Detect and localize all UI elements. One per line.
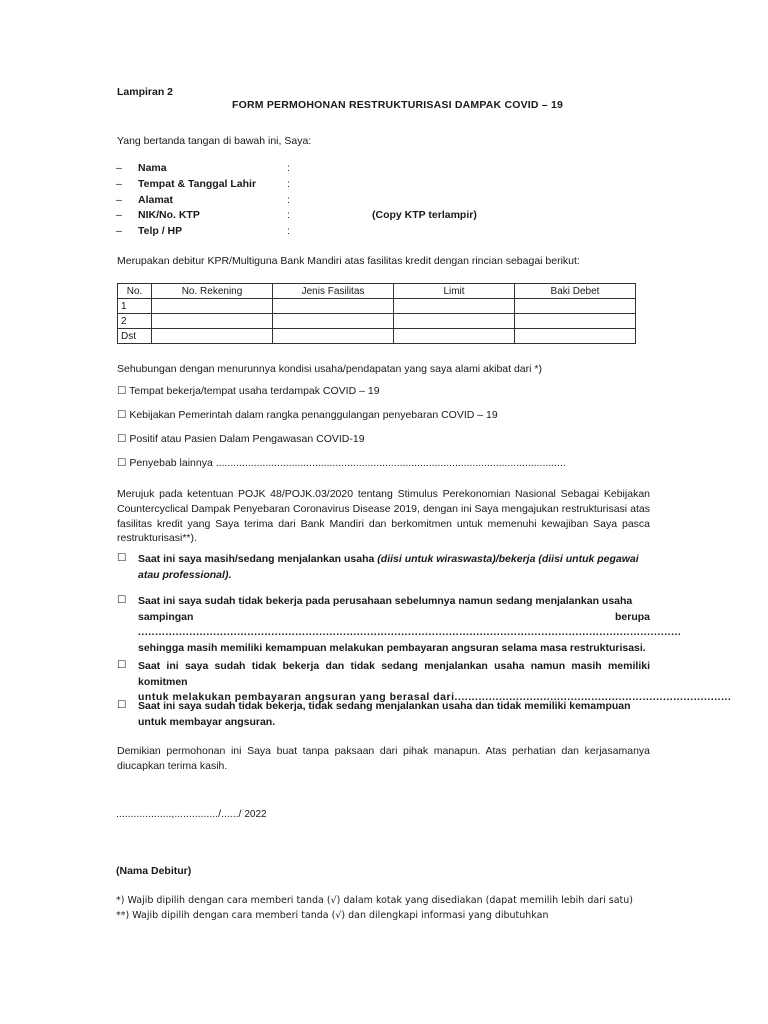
reason-item xyxy=(117,457,566,469)
option-2-berupa: berupa xyxy=(614,610,650,623)
footnote-1: *) Wajib dipilih dengan cara memberi tanda (√) dalam kotak yang disediakan (dapat memilih lebih dari satu) xyxy=(116,895,633,906)
cell xyxy=(273,299,394,314)
table-header-row xyxy=(118,284,636,299)
option-1-end: . xyxy=(228,568,232,581)
cell xyxy=(273,329,394,344)
cell xyxy=(152,314,273,329)
field-colon: : xyxy=(287,178,290,190)
reason-item xyxy=(117,385,380,397)
cell xyxy=(515,329,636,344)
date-dots[interactable]: ...................,.............../....../ xyxy=(116,808,242,820)
header-no: No. xyxy=(118,284,152,299)
field-dash: – xyxy=(116,194,122,206)
signature-name: (Nama Debitur) xyxy=(116,865,192,877)
cell xyxy=(515,299,636,314)
header-baki-debet: Baki Debet xyxy=(515,284,636,299)
option-2-line-1: Saat ini saya sudah tidak bekerja pada perusahaan sebelumnya namun sedang menjalankan usaha xyxy=(138,595,633,607)
reason-intro: Sehubungan dengan menurunnya kondisi usaha/pendapatan yang saya alami akibat dari *) xyxy=(117,363,542,375)
option-1 xyxy=(138,552,650,583)
field-colon: : xyxy=(287,194,290,206)
facility-table xyxy=(117,283,636,344)
checkbox-icon[interactable]: ☐ xyxy=(117,659,127,671)
option-2-line-2 xyxy=(138,610,650,626)
reason-text: Positif atau Pasien Dalam Pengawasan COVID-19 xyxy=(129,433,365,445)
field-colon: : xyxy=(287,209,290,221)
field-colon: : xyxy=(287,162,290,174)
field-label-nik: NIK/No. KTP xyxy=(138,209,200,221)
ktp-note: (Copy KTP terlampir) xyxy=(372,209,477,221)
reason-item xyxy=(117,409,498,421)
lampiran-label: Lampiran 2 xyxy=(117,86,174,98)
option-1-text: Saat ini saya masih/sedang menjalankan usaha xyxy=(138,553,375,565)
date-line xyxy=(116,808,267,820)
header-limit: Limit xyxy=(394,284,515,299)
cell-no: 1 xyxy=(118,299,152,314)
checkbox-icon[interactable]: ☐ xyxy=(117,433,127,445)
checkbox-icon[interactable]: ☐ xyxy=(117,385,127,397)
option-3-line-1: Saat ini saya sudah tidak bekerja dan tidak sedang menjalankan usaha namun masih memiliki komitmen xyxy=(138,660,650,688)
option-2-fill-line[interactable]: ............................................................................................................................................................... xyxy=(138,626,682,638)
option-2-sampingan: sampingan xyxy=(138,610,194,623)
cell-no: Dst xyxy=(118,329,152,344)
header-jenis-fasilitas: Jenis Fasilitas xyxy=(273,284,394,299)
field-label-telp: Telp / HP xyxy=(138,225,183,237)
field-dash: – xyxy=(116,178,122,190)
cell xyxy=(152,329,273,344)
checkbox-icon[interactable]: ☐ xyxy=(117,552,127,564)
cell-no: 2 xyxy=(118,314,152,329)
option-3-line-2[interactable]: untuk melakukan pembayaran angsuran yang berasal dari................................................................................. xyxy=(138,691,732,703)
field-label-ttl: Tempat & Tanggal Lahir xyxy=(138,178,257,190)
table-row xyxy=(118,299,636,314)
form-title: FORM PERMOHONAN RESTRUKTURISASI DAMPAK COVID – 19 xyxy=(232,99,564,111)
reason-text: Tempat bekerja/tempat usaha terdampak COVID – 19 xyxy=(129,385,380,397)
cell xyxy=(394,299,515,314)
footnote-2: **) Wajib dipilih dengan cara memberi tanda (√) dan dilengkapi informasi yang dibutuhkan xyxy=(116,910,549,921)
cell xyxy=(515,314,636,329)
closing-paragraph: Demikian permohonan ini Saya buat tanpa paksaan dari pihak manapun. Atas perhatian dan kerjasamanya diucapkan terima kasih. xyxy=(117,745,650,772)
field-dash: – xyxy=(116,162,122,174)
field-colon: : xyxy=(287,225,290,237)
option-4-line-2: untuk membayar angsuran. xyxy=(138,715,276,728)
checkbox-icon[interactable]: ☐ xyxy=(117,594,127,606)
option-2-line-4: sehingga masih memiliki kemampuan melakukan pembayaran angsuran selama masa restrukturisasi. xyxy=(138,641,646,654)
option-2 xyxy=(138,594,682,656)
reason-text: Kebijakan Pemerintah dalam rangka penanggulangan penyebaran COVID – 19 xyxy=(129,409,498,421)
cell xyxy=(394,329,515,344)
field-dash: – xyxy=(116,225,122,237)
checkbox-icon[interactable]: ☐ xyxy=(117,409,127,421)
header-no-rekening: No. Rekening xyxy=(152,284,273,299)
reason-text: Penyebab lainnya ........................................................................................................................ xyxy=(129,457,566,469)
table-row xyxy=(118,329,636,344)
option-1-italic-2: atau professional) xyxy=(138,568,229,581)
pojk-paragraph: Merujuk pada ketentuan POJK 48/POJK.03/2020 tentang Stimulus Perekonomian Nasional Sebagai Kebijakan Countercyclical Dampak Penyebaran Coronavirus Disease 2019, dengan ini Saya mengajukan restrukturisasi atas fasilitas kredit yang Saya terima dari Bank Mandiri dan berkomitmen untuk memenuhi kewajiban Saya pasca restrukturisasi**). xyxy=(117,488,650,545)
cell xyxy=(394,314,515,329)
date-year: 2022 xyxy=(244,809,267,820)
debitur-statement: Merupakan debitur KPR/Multiguna Bank Mandiri atas fasilitas kredit dengan rincian sebagai berikut: xyxy=(117,255,580,267)
checkbox-icon[interactable]: ☐ xyxy=(117,699,127,711)
cell xyxy=(273,314,394,329)
field-dash: – xyxy=(116,209,122,221)
field-label-alamat: Alamat xyxy=(138,194,174,206)
reason-item xyxy=(117,433,365,445)
table-row xyxy=(118,314,636,329)
option-4 xyxy=(138,699,650,730)
cell xyxy=(152,299,273,314)
option-4-line-1: Saat ini saya sudah tidak bekerja, tidak sedang menjalankan usaha dan tidak memiliki kemampuan xyxy=(138,700,631,712)
field-label-nama: Nama xyxy=(138,162,167,174)
checkbox-icon[interactable]: ☐ xyxy=(117,457,127,469)
option-1-italic: (diisi untuk wiraswasta)/bekerja (diisi untuk pegawai xyxy=(377,553,639,565)
intro-text: Yang bertanda tangan di bawah ini, Saya: xyxy=(117,135,312,147)
